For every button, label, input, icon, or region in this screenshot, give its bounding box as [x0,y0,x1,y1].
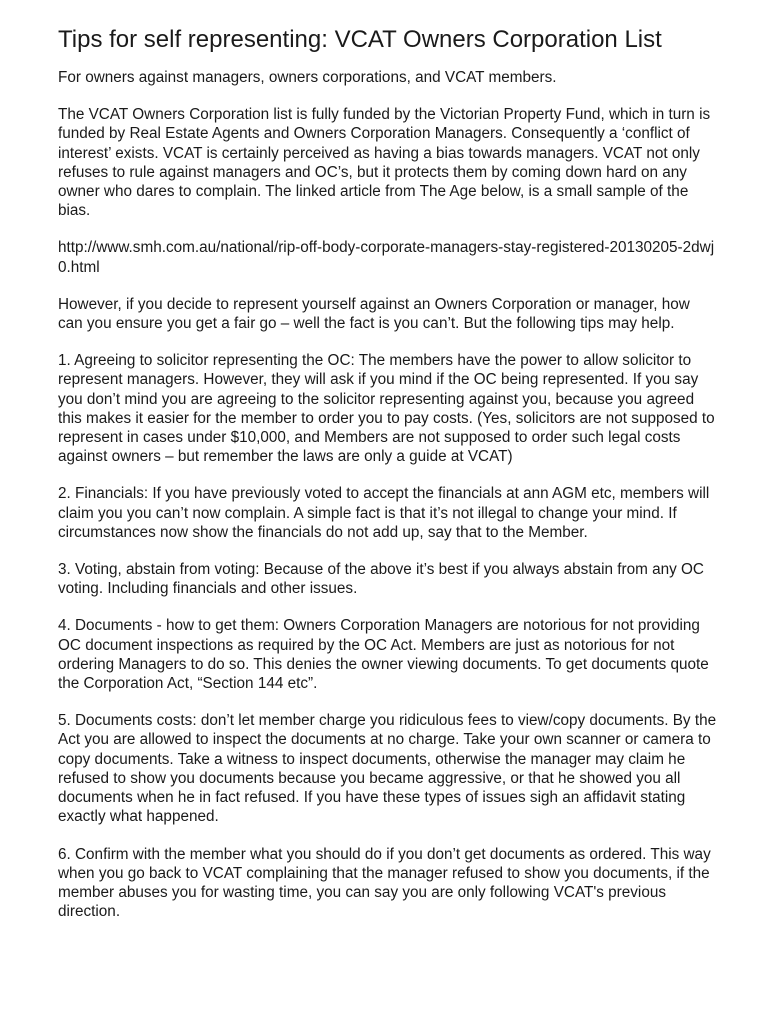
tip-2-paragraph: 2. Financials: If you have previously voted to accept the financials at ann AGM etc, members will claim you you can’t now complain. A simple fact is that it’s not illegal to change your mind. If circumstances now show the financials do not add up, say that to the Member. [58,485,710,541]
tip-4-paragraph: 4. Documents - how to get them: Owners Corporation Managers are notorious for not providing OC document inspections as required by the OC Act. Members are just as notorious for not ordering Managers to do so. This denies the owner viewing documents. To get documents quote the Corporation Act, “Section 144 etc”. [58,617,709,693]
background-paragraph: The VCAT Owners Corporation list is fully funded by the Victorian Property Fund, which in turn is funded by Real Estate Agents and Owners Corporation Managers. Consequently a ‘conflict of interest’ exists. VCAT is certainly perceived as having a bias towards managers. VCAT not only refuses to rule against managers and OC’s, but it protects them by coming down hard on any owner who dares to complain. The linked article from The Age below, is a small sample of the bias. [58,106,711,220]
tip-3-paragraph: 3. Voting, abstain from voting: Because of the above it’s best if you always abstain from any OC voting. Including financials and other issues. [58,561,704,598]
tip-1-paragraph: 1. Agreeing to solicitor representing the OC: The members have the power to allow solicitor to represent managers. However, they will ask if you mind if the OC being represented. If you say you don’t mind you are agreeing to the solicitor representing against you, because you agreed this makes it easier for the member to order you to pay costs. (Yes, solicitors are not supposed to represent in cases under $10,000, and Members are not supposed to order such legal costs against owners – but remember the laws are only a guide at VCAT) [58,352,715,466]
intro-paragraph: For owners against managers, owners corporations, and VCAT members. [58,69,557,86]
page-title: Tips for self representing: VCAT Owners Corporation List [58,26,662,53]
document-page [58,24,718,939]
article-link[interactable]: http://www.smh.com.au/national/rip-off-body-corporate-managers-stay-registered-20130205-2dwj0.html [58,239,715,276]
tip-6-paragraph: 6. Confirm with the member what you should do if you don’t get documents as ordered. This way when you go back to VCAT complaining that the manager refused to show you documents, if the member abuses you for wasting time, you can say you are only following VCAT's previous direction. [58,845,711,921]
tip-5-paragraph: 5. Documents costs: don’t let member charge you ridiculous fees to view/copy documents. By the Act you are allowed to inspect the documents at no charge. Take your own scanner or camera to copy documents. Take a witness to inspect documents, otherwise the manager may claim he refused to show you documents because you became aggressive, or that he showed you all documents when he in fact refused. If you have these types of issues sigh an affidavit stating exactly what happened. [58,712,717,826]
intro-tips-paragraph: However, if you decide to represent yourself against an Owners Corporation or manager, how can you ensure you get a fair go – well the fact is you can’t. But the following tips may help. [58,295,690,333]
